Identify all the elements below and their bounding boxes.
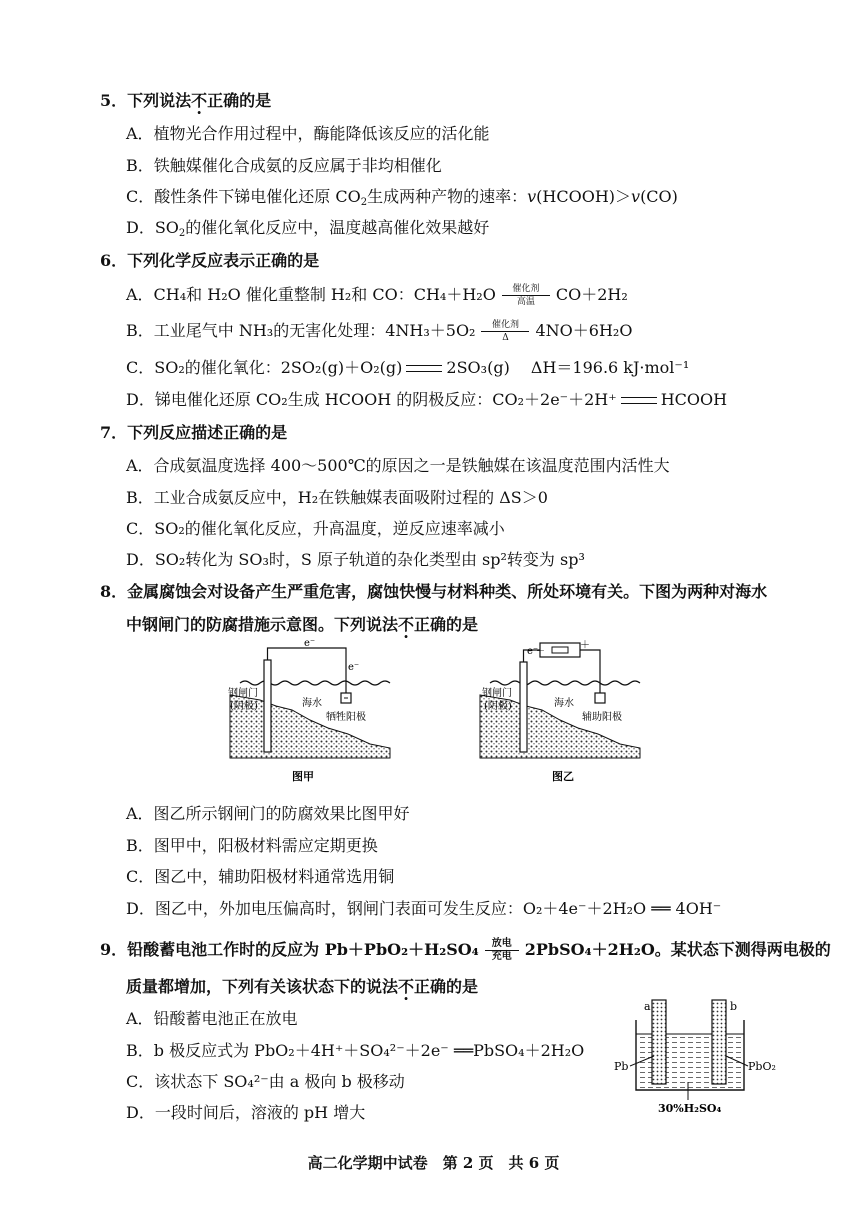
q7-option-b: B．工业合成氨反应中，H₂在铁触媒表面吸附过程的 ΔS＞0	[126, 488, 548, 507]
q7-option-c: C．SO₂的催化氧化反应，升高温度，逆反应速率减小	[126, 519, 505, 538]
q7-stem: 7．下列反应描述正确的是	[100, 423, 288, 442]
emphasis-dot: 不	[398, 615, 415, 634]
q9-stem-line2: 质量都增加，下列有关该状态下的说法不正确的是	[126, 977, 479, 996]
q6-option-b: B．工业尾气中 NH₃的无害化处理：4NH₃＋5O₂ 催化剂 Δ 4NO＋6H₂O	[126, 320, 633, 343]
anode-block	[595, 693, 605, 703]
figure-jia-sacrificial-anode	[220, 640, 400, 790]
electrode-b-label: b	[730, 1000, 738, 1013]
figure-caption: 图甲	[292, 770, 314, 783]
q6-option-a: A．CH₄和 H₂O 催化重整制 H₂和 CO：CH₄＋H₂O 催化剂 高温 CO＋2H₂	[126, 284, 628, 307]
q6-option-d: D．锑电催化还原 CO₂生成 HCOOH 的阴极反应：CO₂＋2e⁻＋2H⁺ HCOOH	[126, 390, 728, 409]
q7-option-a: A．合成氨温度选择 400～500℃的原因之一是铁触媒在该温度范围内活性大	[126, 456, 670, 475]
electrode-a-label: a	[644, 1000, 651, 1013]
page-footer: 高二化学期中试卷 第 2 页 共 6 页	[307, 1154, 560, 1172]
q8-stem-line2: 中钢闸门的防腐措施示意图。下列说法不正确的是	[126, 615, 479, 634]
q7-option-d: D．SO₂转化为 SO₃时，S 原子轨道的杂化类型由 sp²转变为 sp³	[126, 550, 585, 569]
q5-option-a: A．植物光合作用过程中，酶能降低该反应的活化能	[126, 124, 490, 143]
q6-stem: 6．下列化学反应表示正确的是	[100, 251, 320, 270]
electron-label: e⁻	[348, 662, 360, 673]
q9-option-c: C．该状态下 SO₄²⁻由 a 极向 b 极移动	[126, 1072, 405, 1091]
water-surface	[490, 681, 640, 685]
emphasis-dot: 不	[191, 91, 208, 110]
steel-gate	[520, 662, 527, 752]
pb-label: Pb	[614, 1060, 629, 1073]
anode-label: 牺牲阳极	[326, 712, 366, 723]
q5-option-d: D．$SO_2$的催化氧化反应中，温度越高催化效果越好	[126, 218, 490, 239]
gate-label: 钢闸门	[482, 688, 512, 699]
pbo2-electrode	[712, 1000, 726, 1084]
steel-gate	[264, 660, 271, 752]
q9-option-d: D．一段时间后，溶液的 pH 增大	[126, 1103, 366, 1122]
pb-electrode	[652, 1000, 666, 1084]
q8-stem-line1: 8．金属腐蚀会对设备产生严重危害，腐蚀快慢与材料种类、所处环境有关。下图为两种对海水	[100, 582, 768, 601]
electron-label: e⁻	[527, 646, 539, 657]
solution-label: 30%H₂SO₄	[658, 1102, 722, 1115]
q8-option-c: C．图乙中，辅助阳极材料通常选用铜	[126, 867, 395, 886]
electron-label: e⁻	[304, 640, 316, 649]
figure-lead-acid-battery	[608, 990, 798, 1120]
gate-label: 钢闸门	[228, 688, 258, 699]
q8-option-d: D．图乙中，外加电压偏高时，钢闸门表面可发生反应：O₂＋4e⁻＋2H₂O ══ 4OH⁻	[126, 899, 722, 918]
q9-option-a: A．铅酸蓄电池正在放电	[126, 1009, 298, 1028]
q9-option-b: B．b 极反应式为 PbO₂＋4H⁺＋SO₄²⁻＋2e⁻ ══PbSO₄＋2H₂O	[126, 1041, 585, 1060]
water-surface	[240, 681, 390, 685]
figure-caption: 图乙	[552, 770, 574, 783]
q5-option-c: C．酸性条件下锑电催化还原 $CO_2$生成两种产物的速率：v(HCOOH)＞v(CO)	[126, 187, 678, 208]
pbo2-label: PbO₂	[748, 1060, 776, 1073]
q6-option-c: C．SO₂的催化氧化：2SO₂(g)＋O₂(g) 2SO₃(g) ΔH＝196.6 kJ·mol⁻¹	[126, 358, 690, 377]
q5-stem: 5．下列说法不正确的是	[100, 91, 272, 110]
cathode-label: (阴极)	[230, 701, 258, 712]
seawater-label: 海水	[554, 698, 574, 709]
q9-stem-line1: 9．铅酸蓄电池工作时的反应为 Pb＋PbO₂＋H₂SO₄ 放电 充电 2PbSO₄＋2H₂O。某状态下测得两电极的	[100, 938, 831, 962]
plus-terminal: ＋	[580, 640, 590, 651]
minus-terminal: －	[536, 647, 546, 657]
wire	[580, 650, 600, 693]
wire	[268, 648, 347, 693]
q5-option-b: B．铁触媒催化合成氨的反应属于非均相催化	[126, 156, 442, 175]
cathode-label: (阴极)	[484, 701, 512, 712]
anode-label: 辅助阳极	[582, 712, 622, 723]
seawater-label: 海水	[302, 698, 322, 709]
q8-option-a: A．图乙所示钢闸门的防腐效果比图甲好	[126, 804, 410, 823]
q8-option-b: B．图甲中，阳极材料需应定期更换	[126, 836, 378, 855]
figure-yi-impressed-current	[470, 640, 650, 790]
emphasis-dot: 不	[398, 977, 415, 996]
